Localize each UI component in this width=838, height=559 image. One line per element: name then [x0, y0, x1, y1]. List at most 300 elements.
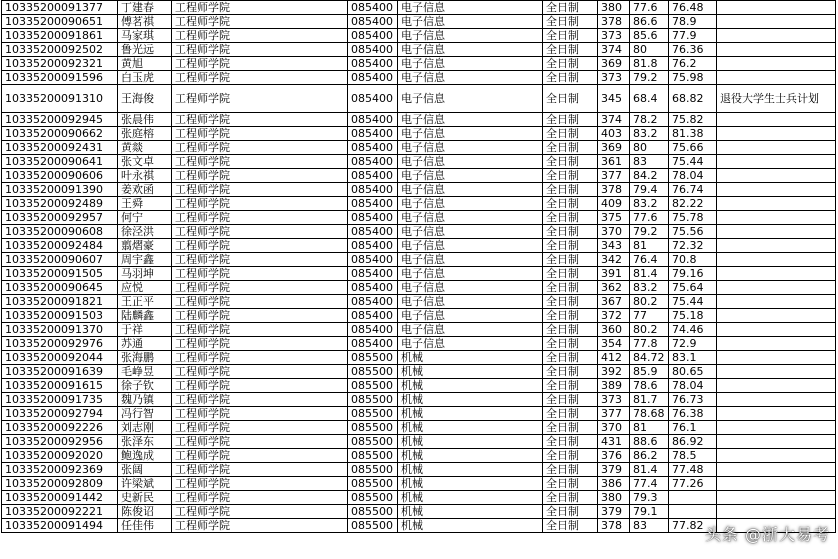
retest-score-cell: 83.2: [630, 197, 669, 211]
exam-id-cell: 10335200090651: [2, 15, 118, 29]
remark-cell: [717, 155, 836, 169]
table-row: [2, 393, 836, 407]
total-score-cell: 79.16: [669, 267, 717, 281]
table-row: [2, 267, 836, 281]
college-cell: 工程师学院: [172, 267, 348, 281]
prelim-score-cell: 354: [598, 337, 630, 351]
table-row: [2, 449, 836, 463]
exam-id-cell: 10335200091442: [2, 491, 118, 505]
remark-cell: [717, 379, 836, 393]
major-name-cell: 机械: [398, 519, 543, 533]
college-cell: 工程师学院: [172, 323, 348, 337]
total-score-cell: 76.38: [669, 407, 717, 421]
name-cell: 王正平: [118, 295, 172, 309]
retest-score-cell: 78.2: [630, 113, 669, 127]
major-name-cell: 机械: [398, 421, 543, 435]
prelim-score-cell: 375: [598, 211, 630, 225]
total-score-cell: 78.04: [669, 379, 717, 393]
name-cell: 姜欢函: [118, 183, 172, 197]
college-cell: 工程师学院: [172, 169, 348, 183]
exam-id-cell: 10335200091505: [2, 267, 118, 281]
table-row: [2, 169, 836, 183]
exam-id-cell: 10335200091615: [2, 379, 118, 393]
name-cell: 应悦: [118, 281, 172, 295]
study-mode-cell: 全日制: [543, 85, 598, 113]
total-score-cell: 86.92: [669, 435, 717, 449]
total-score-cell: 76.48: [669, 1, 717, 15]
study-mode-cell: 全日制: [543, 239, 598, 253]
remark-cell: [717, 183, 836, 197]
major-code-cell: 085400: [348, 85, 398, 113]
study-mode-cell: 全日制: [543, 365, 598, 379]
retest-score-cell: 81.4: [630, 463, 669, 477]
name-cell: 毛峥昱: [118, 365, 172, 379]
study-mode-cell: 全日制: [543, 407, 598, 421]
major-code-cell: 085500: [348, 365, 398, 379]
retest-score-cell: 80: [630, 141, 669, 155]
table-row: [2, 505, 836, 519]
study-mode-cell: 全日制: [543, 169, 598, 183]
prelim-score-cell: 431: [598, 435, 630, 449]
retest-score-cell: 80.2: [630, 323, 669, 337]
retest-score-cell: 77.6: [630, 1, 669, 15]
table-row: [2, 43, 836, 57]
name-cell: 于祥: [118, 323, 172, 337]
table-body: [2, 1, 836, 533]
exam-id-cell: 10335200092976: [2, 337, 118, 351]
study-mode-cell: 全日制: [543, 463, 598, 477]
retest-score-cell: 79.2: [630, 225, 669, 239]
prelim-score-cell: 379: [598, 505, 630, 519]
study-mode-cell: 全日制: [543, 337, 598, 351]
table-row: [2, 113, 836, 127]
name-cell: 魏乃镇: [118, 393, 172, 407]
college-cell: 工程师学院: [172, 309, 348, 323]
name-cell: 周宇鑫: [118, 253, 172, 267]
total-score-cell: 75.98: [669, 71, 717, 85]
prelim-score-cell: 342: [598, 253, 630, 267]
retest-score-cell: 68.4: [630, 85, 669, 113]
retest-score-cell: 85.9: [630, 365, 669, 379]
exam-id-cell: 10335200091503: [2, 309, 118, 323]
study-mode-cell: 全日制: [543, 127, 598, 141]
college-cell: 工程师学院: [172, 141, 348, 155]
college-cell: 工程师学院: [172, 57, 348, 71]
exam-id-cell: 10335200092431: [2, 141, 118, 155]
study-mode-cell: 全日制: [543, 393, 598, 407]
college-cell: 工程师学院: [172, 519, 348, 533]
prelim-score-cell: 378: [598, 183, 630, 197]
name-cell: 王舜: [118, 197, 172, 211]
remark-cell: [717, 351, 836, 365]
exam-id-cell: 10335200092321: [2, 57, 118, 71]
table-row: [2, 197, 836, 211]
study-mode-cell: 全日制: [543, 281, 598, 295]
prelim-score-cell: 367: [598, 295, 630, 309]
major-name-cell: 电子信息: [398, 43, 543, 57]
name-cell: 马羽坤: [118, 267, 172, 281]
retest-score-cell: 83.2: [630, 281, 669, 295]
total-score-cell: 81.38: [669, 127, 717, 141]
total-score-cell: 78.04: [669, 169, 717, 183]
exam-id-cell: 10335200092020: [2, 449, 118, 463]
study-mode-cell: 全日制: [543, 323, 598, 337]
exam-id-cell: 10335200090606: [2, 169, 118, 183]
table-row: [2, 29, 836, 43]
exam-id-cell: 10335200091494: [2, 519, 118, 533]
major-name-cell: 机械: [398, 491, 543, 505]
remark-cell: [717, 267, 836, 281]
name-cell: 黄燚: [118, 141, 172, 155]
remark-cell: [717, 463, 836, 477]
major-name-cell: 电子信息: [398, 57, 543, 71]
college-cell: 工程师学院: [172, 85, 348, 113]
table-row: [2, 295, 836, 309]
study-mode-cell: 全日制: [543, 141, 598, 155]
total-score-cell: 76.1: [669, 421, 717, 435]
major-name-cell: 机械: [398, 351, 543, 365]
retest-score-cell: 86.2: [630, 449, 669, 463]
retest-score-cell: 86.6: [630, 15, 669, 29]
total-score-cell: 68.82: [669, 85, 717, 113]
remark-cell: [717, 141, 836, 155]
total-score-cell: 75.56: [669, 225, 717, 239]
study-mode-cell: 全日制: [543, 477, 598, 491]
exam-id-cell: 10335200092945: [2, 113, 118, 127]
college-cell: 工程师学院: [172, 197, 348, 211]
table-row: [2, 351, 836, 365]
table-row: [2, 435, 836, 449]
total-score-cell: 77.26: [669, 477, 717, 491]
prelim-score-cell: 374: [598, 43, 630, 57]
prelim-score-cell: 389: [598, 379, 630, 393]
remark-cell: [717, 281, 836, 295]
study-mode-cell: 全日制: [543, 183, 598, 197]
exam-id-cell: 10335200092226: [2, 421, 118, 435]
major-code-cell: 085400: [348, 1, 398, 15]
retest-score-cell: 81.7: [630, 393, 669, 407]
college-cell: 工程师学院: [172, 295, 348, 309]
remark-cell: 退役大学生士兵计划: [717, 85, 836, 113]
table-row: [2, 365, 836, 379]
table-row: [2, 211, 836, 225]
retest-score-cell: 81.8: [630, 57, 669, 71]
major-name-cell: 电子信息: [398, 337, 543, 351]
college-cell: 工程师学院: [172, 393, 348, 407]
name-cell: 翦熠豪: [118, 239, 172, 253]
name-cell: 张文卓: [118, 155, 172, 169]
name-cell: 张庭榕: [118, 127, 172, 141]
college-cell: 工程师学院: [172, 1, 348, 15]
exam-id-cell: 10335200092369: [2, 463, 118, 477]
prelim-score-cell: 380: [598, 1, 630, 15]
remark-cell: [717, 197, 836, 211]
retest-score-cell: 79.4: [630, 183, 669, 197]
college-cell: 工程师学院: [172, 211, 348, 225]
remark-cell: [717, 169, 836, 183]
total-score-cell: [669, 491, 717, 505]
remark-cell: [717, 393, 836, 407]
remark-cell: [717, 491, 836, 505]
major-code-cell: 085400: [348, 225, 398, 239]
retest-score-cell: 83.2: [630, 127, 669, 141]
retest-score-cell: 77.6: [630, 211, 669, 225]
table-row: [2, 379, 836, 393]
total-score-cell: 75.66: [669, 141, 717, 155]
college-cell: 工程师学院: [172, 463, 348, 477]
major-name-cell: 电子信息: [398, 267, 543, 281]
major-name-cell: 电子信息: [398, 183, 543, 197]
retest-score-cell: 77.8: [630, 337, 669, 351]
prelim-score-cell: 377: [598, 407, 630, 421]
retest-score-cell: 81: [630, 239, 669, 253]
remark-cell: [717, 323, 836, 337]
major-name-cell: 机械: [398, 449, 543, 463]
retest-score-cell: 83: [630, 155, 669, 169]
study-mode-cell: 全日制: [543, 43, 598, 57]
major-code-cell: 085400: [348, 141, 398, 155]
study-mode-cell: 全日制: [543, 505, 598, 519]
prelim-score-cell: 372: [598, 309, 630, 323]
retest-score-cell: 80.2: [630, 295, 669, 309]
table-row: [2, 85, 836, 113]
exam-id-cell: 10335200091821: [2, 295, 118, 309]
exam-id-cell: 10335200091377: [2, 1, 118, 15]
major-name-cell: 电子信息: [398, 113, 543, 127]
college-cell: 工程师学院: [172, 113, 348, 127]
major-name-cell: 电子信息: [398, 197, 543, 211]
remark-cell: [717, 43, 836, 57]
prelim-score-cell: 343: [598, 239, 630, 253]
major-name-cell: 电子信息: [398, 29, 543, 43]
major-code-cell: 085500: [348, 351, 398, 365]
major-code-cell: 085500: [348, 393, 398, 407]
major-code-cell: 085500: [348, 435, 398, 449]
study-mode-cell: 全日制: [543, 57, 598, 71]
study-mode-cell: 全日制: [543, 309, 598, 323]
total-score-cell: 75.82: [669, 113, 717, 127]
remark-cell: [717, 421, 836, 435]
college-cell: 工程师学院: [172, 379, 348, 393]
retest-score-cell: 78.6: [630, 379, 669, 393]
exam-id-cell: 10335200090608: [2, 225, 118, 239]
major-code-cell: 085500: [348, 505, 398, 519]
total-score-cell: 77.82: [669, 519, 717, 533]
exam-id-cell: 10335200092484: [2, 239, 118, 253]
total-score-cell: 83.1: [669, 351, 717, 365]
total-score-cell: [669, 505, 717, 519]
remark-cell: [717, 57, 836, 71]
remark-cell: [717, 295, 836, 309]
prelim-score-cell: 391: [598, 267, 630, 281]
name-cell: 冯行智: [118, 407, 172, 421]
prelim-score-cell: 378: [598, 15, 630, 29]
prelim-score-cell: 377: [598, 169, 630, 183]
remark-cell: [717, 407, 836, 421]
major-code-cell: 085400: [348, 211, 398, 225]
major-code-cell: 085400: [348, 267, 398, 281]
college-cell: 工程师学院: [172, 15, 348, 29]
major-name-cell: 电子信息: [398, 295, 543, 309]
prelim-score-cell: 360: [598, 323, 630, 337]
total-score-cell: 80.65: [669, 365, 717, 379]
remark-cell: [717, 337, 836, 351]
major-code-cell: 085400: [348, 309, 398, 323]
major-code-cell: 085500: [348, 491, 398, 505]
table-row: [2, 337, 836, 351]
name-cell: 丁建春: [118, 1, 172, 15]
exam-id-cell: 10335200091596: [2, 71, 118, 85]
remark-cell: [717, 309, 836, 323]
table-row: [2, 491, 836, 505]
major-code-cell: 085500: [348, 519, 398, 533]
retest-score-cell: 78.68: [630, 407, 669, 421]
major-name-cell: 电子信息: [398, 141, 543, 155]
major-code-cell: 085500: [348, 379, 398, 393]
major-code-cell: 085400: [348, 43, 398, 57]
study-mode-cell: 全日制: [543, 113, 598, 127]
name-cell: 傅茗祺: [118, 15, 172, 29]
major-code-cell: 085400: [348, 71, 398, 85]
exam-id-cell: 10335200090645: [2, 281, 118, 295]
total-score-cell: 76.36: [669, 43, 717, 57]
study-mode-cell: 全日制: [543, 421, 598, 435]
major-name-cell: 电子信息: [398, 253, 543, 267]
remark-cell: [717, 15, 836, 29]
study-mode-cell: 全日制: [543, 15, 598, 29]
name-cell: 苏通: [118, 337, 172, 351]
exam-id-cell: 10335200091310: [2, 85, 118, 113]
college-cell: 工程师学院: [172, 337, 348, 351]
table-row: [2, 141, 836, 155]
major-code-cell: 085400: [348, 197, 398, 211]
major-name-cell: 电子信息: [398, 309, 543, 323]
name-cell: 王海俊: [118, 85, 172, 113]
exam-id-cell: 10335200090662: [2, 127, 118, 141]
major-name-cell: 电子信息: [398, 71, 543, 85]
college-cell: 工程师学院: [172, 29, 348, 43]
college-cell: 工程师学院: [172, 155, 348, 169]
retest-score-cell: 80: [630, 43, 669, 57]
total-score-cell: 82.22: [669, 197, 717, 211]
remark-cell: [717, 225, 836, 239]
major-name-cell: 电子信息: [398, 15, 543, 29]
exam-id-cell: 10335200092794: [2, 407, 118, 421]
study-mode-cell: 全日制: [543, 1, 598, 15]
remark-cell: [717, 1, 836, 15]
study-mode-cell: 全日制: [543, 435, 598, 449]
name-cell: 张泽东: [118, 435, 172, 449]
college-cell: 工程师学院: [172, 127, 348, 141]
college-cell: 工程师学院: [172, 421, 348, 435]
exam-id-cell: 10335200092489: [2, 197, 118, 211]
retest-score-cell: 85.6: [630, 29, 669, 43]
remark-cell: [717, 505, 836, 519]
table-row: [2, 155, 836, 169]
name-cell: 鲁光远: [118, 43, 172, 57]
retest-score-cell: 84.2: [630, 169, 669, 183]
total-score-cell: 78.5: [669, 449, 717, 463]
major-name-cell: 机械: [398, 393, 543, 407]
total-score-cell: 75.64: [669, 281, 717, 295]
total-score-cell: 76.2: [669, 57, 717, 71]
prelim-score-cell: 403: [598, 127, 630, 141]
name-cell: 何宁: [118, 211, 172, 225]
name-cell: 白玉虎: [118, 71, 172, 85]
table-row: [2, 183, 836, 197]
table-row: [2, 281, 836, 295]
college-cell: 工程师学院: [172, 239, 348, 253]
retest-score-cell: 84.72: [630, 351, 669, 365]
total-score-cell: 75.44: [669, 295, 717, 309]
table-row: [2, 1, 836, 15]
remark-cell: [717, 477, 836, 491]
retest-score-cell: 79.1: [630, 505, 669, 519]
major-code-cell: 085400: [348, 15, 398, 29]
prelim-score-cell: 373: [598, 71, 630, 85]
name-cell: 张晨伟: [118, 113, 172, 127]
retest-score-cell: 81.4: [630, 267, 669, 281]
table-row: [2, 71, 836, 85]
prelim-score-cell: 379: [598, 463, 630, 477]
total-score-cell: 72.9: [669, 337, 717, 351]
major-code-cell: 085500: [348, 407, 398, 421]
remark-cell: [717, 435, 836, 449]
remark-cell: [717, 239, 836, 253]
college-cell: 工程师学院: [172, 365, 348, 379]
college-cell: 工程师学院: [172, 435, 348, 449]
prelim-score-cell: 369: [598, 141, 630, 155]
remark-cell: [717, 253, 836, 267]
prelim-score-cell: 362: [598, 281, 630, 295]
exam-id-cell: 10335200092502: [2, 43, 118, 57]
exam-id-cell: 10335200092044: [2, 351, 118, 365]
study-mode-cell: 全日制: [543, 491, 598, 505]
retest-score-cell: 76.4: [630, 253, 669, 267]
prelim-score-cell: 374: [598, 113, 630, 127]
college-cell: 工程师学院: [172, 491, 348, 505]
table-row: [2, 253, 836, 267]
exam-id-cell: 10335200092956: [2, 435, 118, 449]
prelim-score-cell: 361: [598, 155, 630, 169]
table-row: [2, 225, 836, 239]
major-code-cell: 085400: [348, 127, 398, 141]
study-mode-cell: 全日制: [543, 29, 598, 43]
major-code-cell: 085400: [348, 57, 398, 71]
total-score-cell: 76.74: [669, 183, 717, 197]
table-row: [2, 239, 836, 253]
major-name-cell: 机械: [398, 477, 543, 491]
exam-id-cell: 10335200091639: [2, 365, 118, 379]
name-cell: 黄旭: [118, 57, 172, 71]
major-code-cell: 085500: [348, 449, 398, 463]
exam-id-cell: 10335200091861: [2, 29, 118, 43]
study-mode-cell: 全日制: [543, 519, 598, 533]
major-name-cell: 电子信息: [398, 1, 543, 15]
name-cell: 徐泾洪: [118, 225, 172, 239]
table-row: [2, 15, 836, 29]
major-name-cell: 电子信息: [398, 225, 543, 239]
study-mode-cell: 全日制: [543, 267, 598, 281]
study-mode-cell: 全日制: [543, 71, 598, 85]
prelim-score-cell: 373: [598, 393, 630, 407]
major-code-cell: 085400: [348, 337, 398, 351]
major-name-cell: 机械: [398, 379, 543, 393]
study-mode-cell: 全日制: [543, 197, 598, 211]
total-score-cell: 75.78: [669, 211, 717, 225]
study-mode-cell: 全日制: [543, 225, 598, 239]
prelim-score-cell: 392: [598, 365, 630, 379]
